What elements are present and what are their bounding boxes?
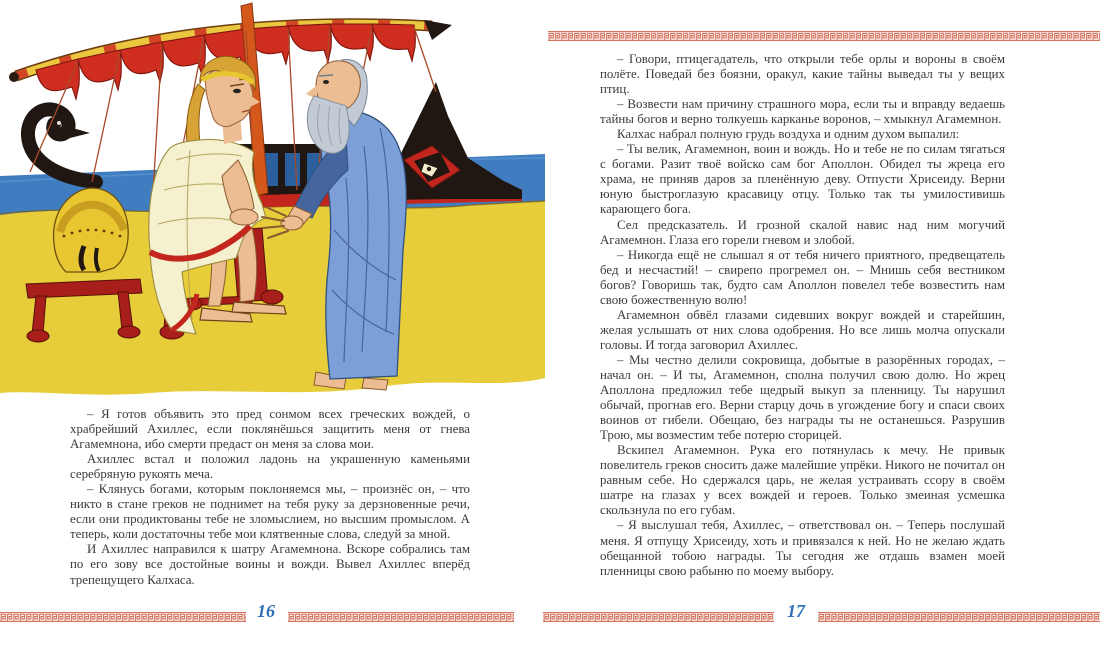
meander-border-bottom-left — [288, 612, 514, 622]
seer-eye — [323, 80, 329, 84]
left-page-text — [70, 407, 470, 588]
meander-border-bottom-right — [543, 612, 774, 622]
meander-border-bottom-right — [818, 612, 1100, 622]
paragraph: – Клянусь богами, которым поклоняемся мы, – произнёс он, – что никто в стане греков не поднимет на тебя руку за дерзновенные речи, если они продиктованы тебе не зломыслием, но высшим промыслом. А теперь, коли достаточны тебе мои клятвенные слова, следуй за мной. — [70, 482, 470, 542]
page-number-left: 16 — [257, 601, 275, 621]
paragraph: – Возвести нам причину страшного мора, если ты и вправду ведаешь тайны богов и верно толкуешь карканье воронов, – хмыкнул Агамемнон. — [600, 97, 1005, 127]
paragraph: – Я готов объявить это пред сонмом всех греческих вождей, о храбрейший Ахиллес, если поклянёшься защитить меня от гнева Агамемнона, ибо смерти предаст он меня за слова мои. — [70, 407, 470, 452]
paragraph: – Я выслушал тебя, Ахиллес, – ответствовал он. – Теперь послушай меня. Я отпущу Хрисеиду, хоть и привязался к ней. Но не желаю ждать обещанной тобою награды. Ты сегодня же отдашь взамен моей пленницы свою рабыню по моему выбору. — [600, 518, 1005, 578]
paragraph: – Никогда ещё не слышал я от тебя ничего приятного, предвещатель бед и несчастий! – свирепо прогремел он. – Мнишь себя вестником богов? Говоришь так, будто сам Аполлон повелел тебе возвестить нам свою божественную волю! — [600, 247, 1005, 307]
paragraph: – Ты велик, Агамемнон, воин и вождь. Но и тебе не по силам тягаться с богами. Разит твоё войско сам бог Аполлон. Обидел ты жреца его храма, не приняв даров за пленённую деву. Отпусти Хрисеиду. Верни юную быстроглазую красавицу отцу. Только так ты умилостивишь карающего бога. — [600, 142, 1005, 217]
youth-eye — [233, 89, 241, 93]
right-page-text — [600, 52, 1005, 598]
seer-hand — [281, 216, 303, 230]
paragraph: Калхас набрал полную грудь воздуха и одним духом выпалил: — [617, 127, 960, 142]
meander-border-bottom-left — [0, 612, 246, 622]
paragraph: – Мы честно делили сокровища, добытые в разорённых городах, – начал он. – И ты, Агамемнон, сполна получил свою долю. Но жрец Аполлона предложил тебе щедрый выкуп за пленницу. Ты нарушил обычай, прогнав его. Верни старцу дочь в угождение богу и спаси своих воинов от гибели. Обещаю, без награды ты не останешься. Разрушив Трою, мы возместим тебе потерю сторицей. — [600, 352, 1005, 443]
paragraph: И Ахиллес направился к шатру Агамемнона. Вскоре собрались там по его зову все достойные воины и вожди. Вывел Ахиллес вперёд трепещущего Калхаса. — [70, 542, 470, 587]
swan-stern-icon — [28, 109, 96, 182]
paragraph: Сел предсказатель. И грозной скалой навис над ним могучий Агамемнон. Глаза его горели гневом и злобой. — [600, 217, 1005, 247]
youth-hand — [230, 209, 258, 225]
meander-border-top — [548, 31, 1100, 41]
paragraph: Ахиллес встал и положил ладонь на украшенную каменьями серебряную рукоять меча. — [70, 452, 470, 482]
paragraph: – Говори, птицегадатель, что открыли тебе орлы и вороны в своём полёте. Поведай без боязни, оракул, какие тайны выведал ты у вещих птиц. — [600, 52, 1005, 97]
story-illustration — [0, 0, 545, 400]
paragraph: Вскипел Агамемнон. Рука его потянулась к мечу. Не привык повелитель греков сносить даже малейшие упрёки. Никого не почитал он равным себе. Но сдержался царь, не желая устраивать ссору в своём шатре на глазах у всех вождей и героев. Только змеиная усмешка скользнула по его губам. — [600, 443, 1005, 518]
paragraph: Агамемнон обвёл глазами сидевших вокруг вождей и старейшин, желая услышать от них слова одобрения. Но все лишь молча опускали головы. И тогда заговорил Ахиллес. — [600, 307, 1005, 352]
page-number-right: 17 — [787, 601, 805, 621]
